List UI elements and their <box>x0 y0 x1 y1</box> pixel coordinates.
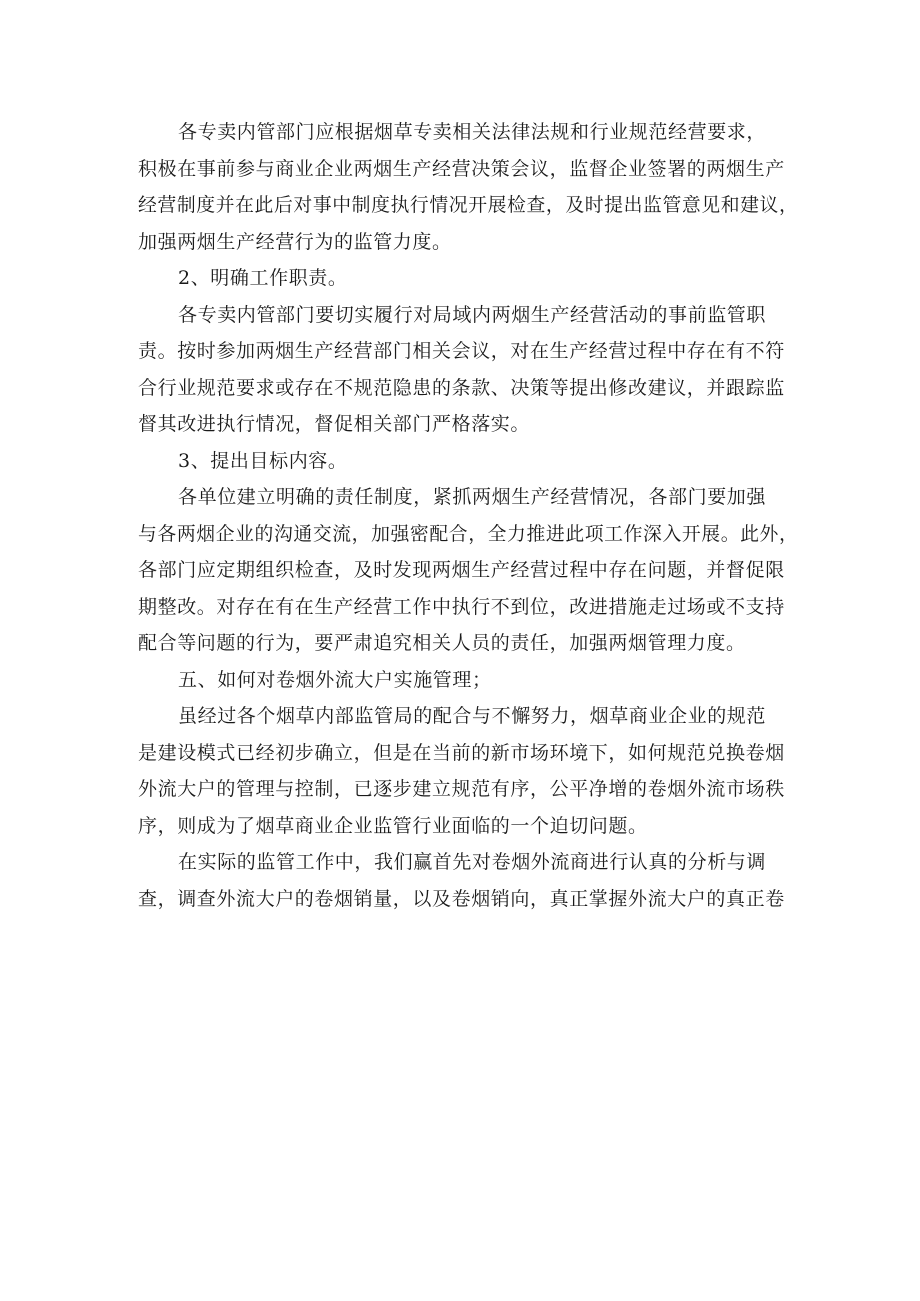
text-line: 查，调查外流大户的卷烟销量，以及卷烟销向，真正掌握外流大户的真正卷 <box>138 887 785 910</box>
text-line: 督其改进执行情况，督促相关部门严格落实。 <box>138 413 531 435</box>
text-line: 3、提出目标内容。 <box>178 449 348 472</box>
text-line: 合行业规范要求或存在不规范隐患的条款、决策等提出修改建议，并跟踪监 <box>138 376 785 399</box>
text-line: 外流大户的管理与控制，已逐步建立规范有序，公平净增的卷烟外流市场秩 <box>138 778 785 800</box>
text-line: 各专卖内管部门要切实履行对局域内两烟生产经营活动的事前监管职 <box>178 303 767 326</box>
text-line: 责。按时参加两烟生产经营部门相关会议，对在生产经营过程中存在有不符 <box>138 340 785 362</box>
section-heading <box>138 443 798 480</box>
text-line: 与各两烟企业的沟通交流，加强密配合，全力推进此项工作深入开展。此外， <box>138 522 799 545</box>
body-paragraph <box>138 114 798 260</box>
text-line: 期整改。对存在有在生产经营工作中执行不到位，改进措施走过场或不支持 <box>138 595 785 618</box>
text-line: 虽经过各个烟草内部监管局的配合与不懈努力，烟草商业企业的规范 <box>178 705 767 727</box>
document-body <box>138 114 798 917</box>
body-paragraph <box>138 698 798 844</box>
text-line: 配合等问题的行为，要严肃追究相关人员的责任，加强两烟管理力度。 <box>138 632 746 654</box>
text-line: 在实际的监管工作中，我们赢首先对卷烟外流商进行认真的分析与调 <box>178 851 767 873</box>
section-heading <box>138 662 798 699</box>
text-line: 积极在事前参与商业企业两烟生产经营决策会议，监督企业签署的两烟生产 <box>138 157 785 180</box>
text-line: 序，则成为了烟草商业企业监管行业面临的一个迫切问题。 <box>138 814 648 837</box>
text-line: 2、明确工作职责。 <box>178 267 348 289</box>
section-heading <box>138 260 798 297</box>
body-paragraph <box>138 297 798 443</box>
text-line: 各单位建立明确的责任制度，紧抓两烟生产经营情况，各部门要加强 <box>178 486 767 508</box>
text-line: 是建设模式已经初步确立，但是在当前的新市场环境下，如何规范兑换卷烟 <box>138 741 785 764</box>
text-line: 经营制度并在此后对事中制度执行情况开展检查，及时提出监管意见和建议， <box>138 194 799 216</box>
text-line: 五、如何对卷烟外流大户实施管理； <box>178 668 492 691</box>
text-line: 加强两烟生产经营行为的监管力度。 <box>138 230 452 253</box>
body-paragraph <box>138 479 798 662</box>
text-line: 各专卖内管部门应根据烟草专卖相关法律法规和行业规范经营要求， <box>178 121 767 143</box>
text-line: 各部门应定期组织检查，及时发现两烟生产经营过程中存在问题，并督促限 <box>138 559 785 581</box>
body-paragraph <box>138 844 798 917</box>
